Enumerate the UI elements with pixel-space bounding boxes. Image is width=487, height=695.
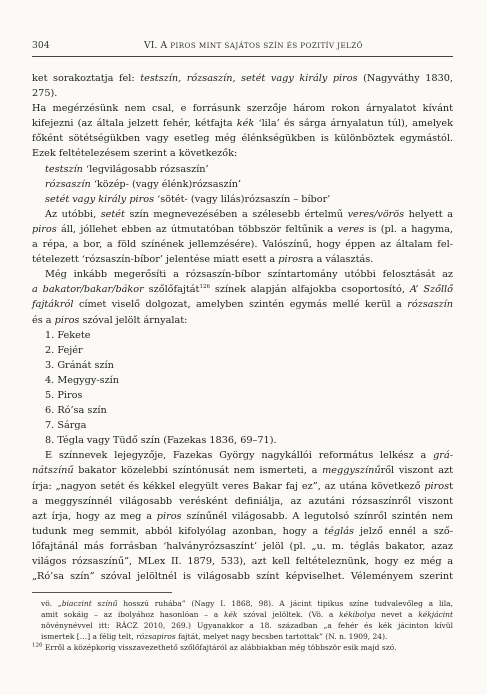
text-run: Az utóbbi, — [45, 208, 101, 220]
italic-run: biaczint színű — [61, 599, 118, 609]
text-line — [32, 313, 453, 328]
list-item: 5. Piros — [45, 389, 83, 401]
footnote-line: növénynévvel itt: RÁCZ 2010, 269.) Ugyanakkor a 18. században „a fehér és kék jácinton kívül — [41, 621, 453, 631]
term-gloss: ‘közép- (vagy élénk)rózsaszín’ — [90, 178, 242, 190]
running-header — [32, 40, 453, 56]
text-run: ről viszont azt — [380, 465, 453, 477]
text-run: szóval jelölt árnyalat: — [79, 314, 188, 326]
italic-run: fajtákról — [32, 299, 74, 311]
text-run: szóval jelöltek. (Vö. a — [237, 610, 340, 620]
text-line — [32, 252, 453, 267]
text-run: fajtát, melyet nagy becsben tartottak” (N. n. 1909, 24). — [175, 632, 388, 642]
header-rule — [32, 56, 453, 57]
text-line: főként sötétségükben vagy esetleg még élénkségükben is különböztek egymástól. — [32, 133, 453, 145]
text-run: szín megnevezésében a szélesebb értelmű — [124, 208, 348, 220]
chapter-title-piros: PIROS — [170, 41, 197, 50]
term-gloss: ‘legvilágosabb rózsaszín’ — [82, 163, 209, 175]
text-line — [32, 448, 453, 463]
text-run: t — [449, 480, 453, 492]
text-run: bakator közelebbi színtónusát nem ismerteti, a — [73, 465, 323, 477]
chapter-title — [144, 40, 363, 51]
italic-run: testszín, rózsaszín, setét vagy király piros — [140, 73, 358, 84]
list-item — [45, 162, 453, 177]
text-line — [32, 463, 453, 478]
book-page — [32, 40, 453, 653]
list-item: 6. Ró’sa szín — [45, 405, 107, 417]
text-run: (Nagyváthy 1830, 275). — [32, 73, 453, 100]
italic-run: A’ Szőllő — [409, 284, 453, 296]
text-run: ismertek […] a félig telt, — [41, 632, 137, 642]
list-item: 3. Gránát szín — [45, 359, 114, 371]
text-run: jelző ennél a sző- — [353, 525, 454, 537]
footnote-line — [41, 598, 453, 609]
text-run: vö. „ — [41, 599, 62, 609]
text-line — [32, 116, 453, 131]
italic-run: piros — [32, 223, 57, 235]
paragraph-1 — [32, 71, 453, 162]
text-run: nevet a — [375, 610, 419, 620]
text-run: ra a választás. — [303, 254, 374, 266]
footnote-rule — [32, 592, 172, 593]
color-term-list — [32, 162, 453, 207]
footnote-125-continued — [32, 598, 453, 642]
text-run: színűnél világosabb. A legutolsó színről szintén nem — [181, 510, 453, 522]
italic-term: setét vagy király piros — [45, 193, 155, 205]
footnote-line — [41, 631, 453, 642]
text-line — [32, 297, 453, 312]
paragraph-4 — [32, 448, 453, 584]
italic-run: setét — [100, 208, 125, 220]
paragraph-2 — [32, 207, 453, 267]
footnote-126 — [32, 642, 453, 653]
text-line: lőfajtánál más forrásban ‘halványrózsaszínt’ jelöl (pl. „u. m. téglás bakator, azaz — [32, 540, 453, 552]
text-run: tételezett ‘rózsaszín-bíbor’ jelentése miatt esett a — [32, 254, 279, 266]
chapter-title-suffix: MINT SAJÁTOS SZÍN ÉS POZITÍV JELZŐ — [196, 41, 363, 50]
text-line: Ha megérzésünk nem csal, e forrásunk szerzője három rokon árnyalatot kívánt — [32, 103, 453, 115]
footnote-number: 126 — [32, 642, 43, 649]
text-run: E színnevek lejegyzője, Fazekas György nagykállói református lelkész a — [45, 450, 434, 462]
list-item: 8. Tégla vagy Tüdő szín (Fazekas 1836, 69–71). — [45, 435, 277, 447]
text-run: ‘lila’ és sárga árnyalatun túl), amelyek — [254, 118, 453, 130]
text-line: a meggyszínnél világosabb verésként definiálja, az azutáni rózsaszínről viszont — [32, 495, 453, 507]
italic-run: piros — [54, 314, 80, 326]
text-line — [32, 524, 453, 539]
italic-run: piros — [424, 480, 450, 492]
list-item: 4. Megygy-szín — [45, 374, 120, 386]
text-line — [32, 479, 453, 494]
text-run: írja: „nagyon setét és kékkel elegyült veres Bakar faj ez”, az utána következő — [32, 480, 425, 492]
footnote-ref[interactable]: 126 — [199, 284, 210, 291]
footnote-text: Erről a középkorig visszavezethető szőlőfajtáról az alábbiakban még többször esik majd szó. — [44, 643, 397, 653]
italic-run: kékjácint — [418, 610, 453, 620]
italic-run: kékibolya — [339, 610, 376, 620]
text-run: színek alapján alfajokba csoportosító, — [209, 284, 410, 296]
italic-run: rózsaszín — [407, 299, 453, 311]
text-line: Még inkább megerősíti a rózsaszín-bíbor színtartomány utóbbi felosztását az — [45, 269, 453, 281]
italic-run: veres — [337, 223, 365, 235]
text-line — [32, 509, 453, 524]
text-run: tudunk meg semmit, abból kifolyólag azonban, hogy a — [32, 525, 325, 537]
main-text — [32, 71, 453, 584]
text-line: világos rózsaszínű”, MLex II. 1879, 533), azt kell feltételeznünk, hogy ez még a — [32, 556, 453, 567]
italic-run: meggyszínű — [322, 465, 381, 477]
italic-run: téglás — [324, 525, 354, 537]
text-run: hosszú ruhába” (Nagy I. 1868, 98). A jácint tipikus színe tudvalevőleg a lila, — [117, 599, 453, 609]
footnote-line — [32, 642, 453, 653]
text-run: és a — [32, 314, 55, 326]
text-line: Ezek feltételezésem szerint a következők: — [32, 148, 238, 160]
text-line: a répa, a bor, a föld színének jellemzésére). Valószínű, hogy éppen az általam fel- — [32, 239, 453, 251]
text-run: áll, jóllehet ebben az útmutatóban többször feltűnik a — [56, 223, 338, 235]
footnote-line — [41, 609, 453, 620]
page-number: 304 — [32, 40, 50, 51]
list-item: 7. Sárga — [45, 420, 87, 432]
list-item — [45, 177, 453, 192]
italic-run: a bakator/bakar/bákor — [32, 284, 144, 296]
text-run: azt írja, hogy az meg a — [32, 510, 157, 522]
list-item — [45, 192, 453, 207]
text-line: „Ró’sa szín” szóval jelöltnél is világosabb színt képviselhet. Véleményem szerint — [32, 571, 453, 583]
term-gloss: ‘sötét- (vagy lilás)rózsaszín – bíbor’ — [154, 193, 331, 205]
paragraph-3 — [32, 267, 453, 327]
text-line — [32, 282, 453, 297]
text-run: címet viselő dolgozat, amelyben szintén egymás mellé kerül a — [73, 299, 408, 311]
italic-run: grá- — [433, 450, 453, 462]
text-line — [32, 71, 453, 101]
text-run: is (pl. a hagyma, — [364, 223, 453, 235]
italic-term: rózsaszín — [45, 178, 91, 190]
text-run: helyett a — [404, 208, 453, 220]
italic-run: kék — [236, 118, 255, 130]
italic-run: piros — [278, 254, 304, 266]
italic-run: piros — [156, 510, 182, 522]
text-run: amit sokáig – az ibolyához hasonlóan – a — [41, 610, 224, 620]
list-item: 1. Fekete — [45, 329, 91, 341]
italic-run: veres/vörös — [347, 208, 405, 220]
text-line — [32, 222, 453, 237]
chapter-title-prefix: VI. A — [144, 40, 171, 51]
grape-variety-list — [32, 328, 453, 449]
text-run: ket sorakoztatja fel: — [32, 73, 141, 84]
footnotes — [32, 598, 453, 653]
italic-run: nátszínű — [32, 465, 74, 477]
list-item: 2. Fejér — [45, 344, 83, 356]
italic-run: kék — [223, 610, 238, 620]
italic-run: rózsapiros — [136, 632, 176, 642]
text-run: szőlőfajtát — [143, 284, 200, 296]
italic-term: testszín — [45, 163, 83, 175]
text-line — [32, 207, 453, 222]
text-run: kifejezni (az általa jelzett fehér, kétfajta — [32, 118, 237, 130]
